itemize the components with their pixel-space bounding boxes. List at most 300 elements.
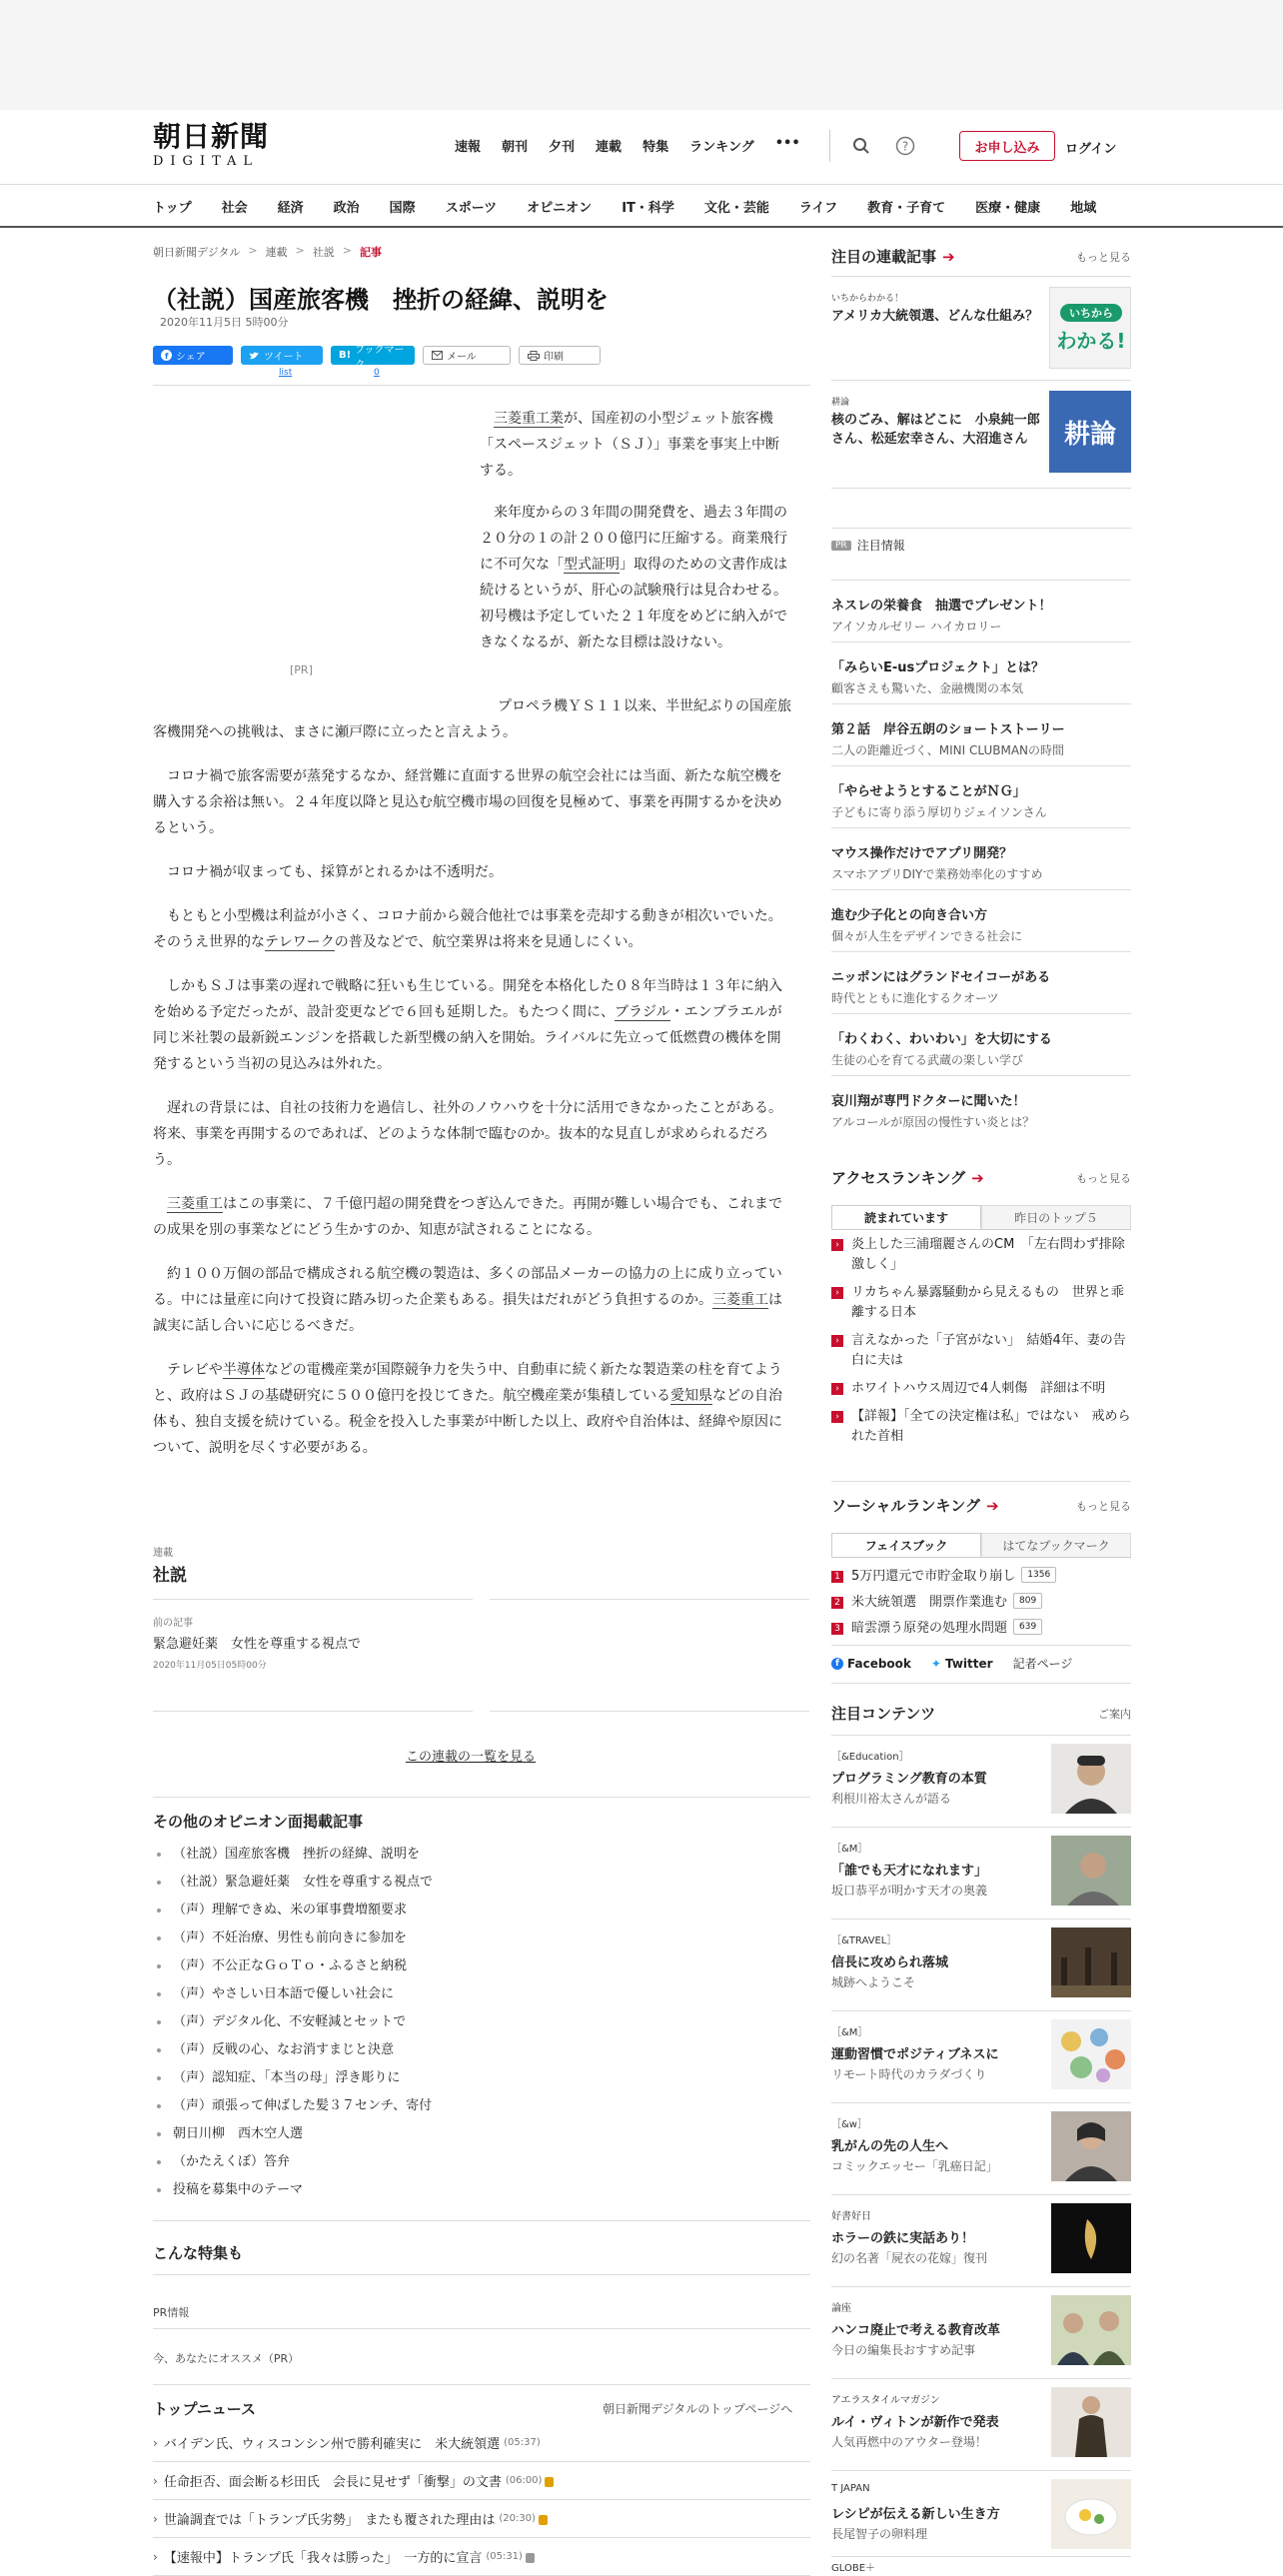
toplink-sokuho[interactable]: 速報 <box>455 140 482 155</box>
hatena-count[interactable]: 0 <box>374 368 380 378</box>
keyword-link[interactable]: 愛知県 <box>670 1388 712 1404</box>
arrow-right-icon: ➔ <box>971 1168 984 1187</box>
list-item[interactable]: （声）理解できぬ、米の軍事費増額要求 <box>157 1897 433 1925</box>
facebook-share-label: シェア <box>176 352 206 363</box>
subscribe-button[interactable]: お申し込み <box>959 131 1055 161</box>
paragraph-text: 」取得のための文書作成は続けるというが、肝心の試験飛行は見合わせる。初号機は予定していた２１年度をめどに納入ができなくなるが、新たな目標は設けない。 <box>480 557 787 650</box>
content-kicker: ［&M］ <box>831 1844 868 1855</box>
divider <box>153 2274 810 2275</box>
access-ranking-list <box>831 1235 1131 1447</box>
news-title: バイデン氏、ウィスコンシン州で勝利確実に 米大統領選 <box>163 2437 501 2452</box>
tab-hatena[interactable]: はてなブックマーク <box>981 1533 1131 1557</box>
cat-life[interactable]: ライフ <box>798 201 838 216</box>
crumb-shasetsu[interactable]: 社説 <box>312 246 335 259</box>
pr-ad-slot <box>153 400 453 679</box>
chevron-right-icon: › <box>831 1239 843 1251</box>
pr-heading: 注目情報 <box>856 539 905 553</box>
content-card[interactable] <box>831 1919 1131 2010</box>
pr-title: 進む少子化との向き合い方 <box>831 908 988 923</box>
help-icon[interactable] <box>893 134 917 158</box>
pr-title: ニッポンにはグランドセイコーがある <box>831 970 1051 985</box>
chevron-right-icon: › <box>831 1411 843 1423</box>
facebook-share-button[interactable] <box>153 346 233 365</box>
news-time: (06:00) <box>505 2475 543 2486</box>
content-kicker: ［&TRAVEL］ <box>831 1935 897 1946</box>
article-lead <box>480 406 787 671</box>
content-sub: 坂口恭平が明かす天才の奥義 <box>831 1884 988 1898</box>
pr-list <box>831 580 1131 1137</box>
rank-title: 【詳報】「全ての決定権は私」ではない 戒められた首相 <box>851 1409 1131 1444</box>
paragraph-text: はこの事業に、７千億円超の開発費をつぎ込んできた。再開が難しい場合でも、これまでの成果を別の事業などにどう生かすのか、知恵が試されることになる。 <box>153 1196 782 1238</box>
list-item[interactable]: 投稿を募集中のテーマ <box>157 2176 433 2204</box>
cat-education[interactable]: 教育・子育て <box>867 201 946 216</box>
pr-title: 「やらせようとすることがＮＧ」 <box>831 784 1026 799</box>
arrow-right-icon: ➔ <box>942 247 955 266</box>
lock-icon <box>545 2477 554 2487</box>
cat-region[interactable]: 地域 <box>1070 201 1097 216</box>
paragraph-text: プロペラ機ＹＳ１１以来、半世紀ぶりの国産旅客機開発への挑戦は、まさに瀬戸際に立ったと言えよう。 <box>153 698 791 740</box>
cat-society[interactable]: 社会 <box>221 201 248 216</box>
rensai-header <box>831 246 1131 267</box>
news-time: (05:31) <box>486 2551 523 2562</box>
content-sub: 長尾智子の卵料理 <box>831 2527 928 2541</box>
svg-text:いちから: いちから <box>1069 307 1113 320</box>
pr-sub: アルコールが原因の慢性すい炎とは？ <box>831 1115 1035 1129</box>
divider <box>153 2328 810 2329</box>
news-title: 任命拒否、面会断る杉田氏 会長に見せず「衝撃」の文書 <box>163 2475 502 2490</box>
paragraph-10 <box>153 1261 792 1339</box>
keyword-link[interactable]: ブラジル <box>615 1004 670 1020</box>
content-card[interactable] <box>831 1735 1131 1827</box>
prev-title[interactable]: 緊急避妊薬 女性を尊重する視点で <box>153 1637 362 1652</box>
list-item[interactable] <box>831 1075 1131 1137</box>
content-kicker: 論座 <box>831 2303 851 2314</box>
news-title: 世論調査では「トランプ氏劣勢」 またも覆された理由は <box>163 2513 496 2528</box>
tab-yesterday-top5[interactable]: 昨日のトップ５ <box>981 1205 1131 1229</box>
rensai-kicker: 耕論 <box>831 398 850 408</box>
divider <box>153 2220 810 2221</box>
svg-text:わかる!: わかる! <box>1056 329 1126 353</box>
lock-icon <box>526 2553 535 2563</box>
content-thumb <box>1051 2019 1131 2089</box>
print-icon <box>528 351 540 361</box>
list-item[interactable]: （声）やさしい日本語で優しい社会に <box>157 1980 433 2008</box>
pr-sub: 顧客さえも驚いた、金融機関の本気 <box>831 681 1024 695</box>
content-thumb <box>1051 1836 1131 1906</box>
paragraph-4: コロナ禍で旅客需要が蒸発するなか、経営難に直面する世界の航空会社には当面、新たな航空機を購入する余裕は無い。２４年度以降と見込む航空機市場の回復を見極めて、事業を再開するかを決めるという。 <box>153 768 782 836</box>
chevron-right-icon: › <box>153 2473 158 2488</box>
crumb-sep: > <box>248 244 258 257</box>
top-ad-band <box>0 0 1283 110</box>
chevron-right-icon: › <box>831 1287 843 1299</box>
rensai-more-link[interactable]: もっと見る <box>1076 250 1131 264</box>
share-count: 639 <box>1013 1619 1042 1635</box>
contents-header <box>831 1703 1131 1724</box>
toplink-tokushu[interactable]: 特集 <box>642 140 669 155</box>
tab-facebook[interactable]: フェイスブック <box>831 1533 981 1557</box>
paragraph-11 <box>153 1357 792 1461</box>
list-item[interactable] <box>153 2462 810 2500</box>
content-kicker: GLOBE＋ <box>831 2563 876 2574</box>
access-more-link[interactable]: もっと見る <box>1076 1171 1131 1185</box>
pr-sub: スマホアプリDIYで業務効率化のすすめ <box>831 867 1043 881</box>
more-menu-icon[interactable]: ••• <box>774 136 800 151</box>
toplink-rensai[interactable]: 連載 <box>596 140 623 155</box>
content-card[interactable] <box>831 2102 1131 2194</box>
chevron-right-icon: › <box>153 2511 158 2526</box>
content-title: ルイ・ヴィトンが新作で発表 <box>831 2415 999 2430</box>
rensai-thumb <box>1049 391 1131 473</box>
pr-tag: PR <box>831 541 851 551</box>
crumb-sep: > <box>342 244 352 257</box>
share-bar <box>153 344 601 371</box>
twitter-link-label: Twitter <box>944 1656 993 1671</box>
paragraph-text: ・エンブラエルが同じ米社製の最新鋭エンジンを搭載した新型機の納入を開始。ライバルに先立って低燃費の機体を開発するという当初の見込みは外れた。 <box>153 1004 782 1072</box>
list-item[interactable] <box>831 1567 1131 1587</box>
rensai-heading: 注目の連載記事 <box>831 248 937 266</box>
logo-sub: DIGITAL <box>153 154 260 169</box>
pr-sub: 時代とともに進化するクオーツ <box>831 991 999 1005</box>
paragraph-text: の普及などで、航空業界は将来を見通しにくい。 <box>334 934 642 950</box>
list-item[interactable] <box>831 642 1131 703</box>
paragraph-text: が、国産初の小型ジェット旅客機「スペースジェット（ＳＪ）」事業を事実上中断する。 <box>480 411 780 479</box>
rensai-item[interactable] <box>831 276 1131 380</box>
paragraph-1 <box>480 406 787 484</box>
paragraph-text: しかもＳＪは事業の遅れで戦略に狂いも生じている。開発を本格化した０８年当時は１３年に納入を始める予定だったが、設計変更などで６回も延期した。もたつく間に、 <box>153 978 782 1020</box>
content-thumb <box>1051 2295 1131 2365</box>
content-title: 乳がんの先の人生へ <box>831 2139 949 2154</box>
divider <box>490 1711 809 1712</box>
twitter-icon: ✦ <box>930 1656 941 1671</box>
content-title: 信長に攻められ落城 <box>831 1955 949 1970</box>
list-item[interactable] <box>153 2500 810 2538</box>
access-title <box>831 1167 984 1188</box>
contents-heading: 注目コンテンツ <box>831 1705 936 1723</box>
facebook-icon: f <box>831 1658 843 1670</box>
rensai-item[interactable] <box>831 380 1131 484</box>
keyword-link[interactable]: 半導体 <box>222 1362 265 1378</box>
twitter-share-button[interactable] <box>241 346 323 365</box>
divider <box>831 488 1131 489</box>
list-item[interactable] <box>831 1283 1131 1323</box>
list-item[interactable]: （声）不公正なＧｏＴｏ・ふるさと納税 <box>157 1952 433 1980</box>
access-tabs <box>831 1205 1131 1230</box>
list-item[interactable] <box>831 765 1131 827</box>
keyword-link[interactable]: 型式証明 <box>564 557 620 573</box>
divider <box>153 1711 473 1712</box>
list-item[interactable]: 朝日川柳 西木空人選 <box>157 2120 433 2148</box>
content-sub: コミックエッセー「乳癌日記」 <box>831 2159 998 2173</box>
content-sub: 城跡へようこそ <box>831 1975 916 1989</box>
social-ranking-list <box>831 1567 1131 1639</box>
chevron-right-icon: › <box>153 2549 158 2564</box>
series-name[interactable]: 社説 <box>153 1566 187 1586</box>
rank-title: 暗雲漂う原発の処理水問題 <box>851 1621 1008 1636</box>
content-kicker: 好書好日 <box>831 2211 871 2222</box>
rensai-headline: アメリカ大統領選、どんな仕組み？ <box>831 309 1039 324</box>
mail-icon <box>432 351 443 360</box>
pr-section-header <box>831 537 905 554</box>
prev-article[interactable] <box>153 1599 473 1671</box>
cat-economy[interactable]: 経済 <box>277 201 304 216</box>
divider <box>153 385 810 386</box>
login-link[interactable]: ログイン <box>1065 142 1117 157</box>
rensai-kicker: いちからわかる！ <box>831 294 904 304</box>
hatena-share-label: ブックマーク <box>355 344 405 371</box>
content-kicker: ［&M］ <box>831 2027 868 2038</box>
toplink-ranking[interactable]: ランキング <box>689 140 754 155</box>
article-title: （社説）国産旅客機 挫折の経緯、説明を <box>153 286 609 314</box>
content-thumb <box>1051 2479 1131 2549</box>
content-kicker: ［&w］ <box>831 2119 867 2130</box>
cat-culture[interactable]: 文化・芸能 <box>703 201 769 216</box>
opinion-heading: その他のオピニオン面掲載記事 <box>153 1813 364 1831</box>
article-body-main <box>153 693 792 1479</box>
breadcrumb <box>153 244 382 260</box>
content-kicker: アエラスタイルマガジン <box>831 2395 940 2406</box>
twitter-link[interactable] <box>931 1655 993 1672</box>
reporter-page-link[interactable]: 記者ページ <box>1012 1657 1073 1671</box>
chevron-right-icon: › <box>831 1383 843 1395</box>
tab-most-read[interactable]: 読まれています <box>831 1205 981 1229</box>
list-item[interactable] <box>831 1593 1131 1613</box>
pr-title: 哀川翔が専門ドクターに聞いた！ <box>831 1094 1026 1109</box>
paragraph-5: コロナ禍が収まっても、採算がとれるかは不透明だ。 <box>167 864 503 880</box>
paragraph-text: 約１００万個の部品で構成される航空機の製造は、多くの部品メーカーの協力の上に成り立っている。中には量産に向けて投資に踏み切った企業もある。損失はだれがどう負担するのか。 <box>153 1266 782 1308</box>
share-count: 809 <box>1013 1593 1042 1609</box>
content-thumb <box>1051 1744 1131 1814</box>
pr-title: マウス操作だけでアプリ開発？ <box>831 846 1013 861</box>
content-thumb <box>1051 2387 1131 2457</box>
series-list-link[interactable]: この連載の一覧を見る <box>406 1750 537 1765</box>
content-sub: 幻の名著「屍衣の花嫁」復刊 <box>831 2251 988 2265</box>
list-item[interactable]: （社説）国産旅客機 挫折の経緯、説明を <box>157 1841 433 1869</box>
keyword-link[interactable]: 三菱重工 <box>167 1196 223 1212</box>
paragraph-6 <box>153 903 792 955</box>
content-title: ハンコ廃止で考える教育改革 <box>831 2323 1001 2338</box>
rank-number: 1 <box>831 1571 843 1583</box>
contents-more-link[interactable]: ご案内 <box>1098 1707 1131 1721</box>
mail-share-button[interactable] <box>423 346 511 365</box>
social-more-link[interactable]: もっと見る <box>1076 1499 1131 1513</box>
access-ranking-header <box>831 1167 1131 1188</box>
divider <box>831 1683 1131 1684</box>
content-title: ホラーの鉄に実話あり！ <box>831 2231 975 2246</box>
list-item[interactable] <box>831 951 1131 1013</box>
content-card[interactable] <box>831 2194 1131 2286</box>
content-sub: 今日の編集長おすすめ記事 <box>831 2343 976 2357</box>
paragraph-7 <box>153 973 792 1077</box>
recommend-label: 今、あなたにオススメ（PR） <box>153 2352 300 2365</box>
crumb-sep: > <box>295 244 305 257</box>
list-item[interactable] <box>153 2538 810 2576</box>
list-item[interactable] <box>831 827 1131 889</box>
svg-text:耕論: 耕論 <box>1063 420 1117 450</box>
divider <box>831 1645 1131 1646</box>
toplink-choukan[interactable]: 朝刊 <box>502 140 529 155</box>
rank-title: リカちゃん暴露騒動から見えるもの 世界と乖離する日本 <box>851 1285 1124 1320</box>
series-info <box>153 1544 810 1586</box>
mail-share-label: メール <box>447 352 477 363</box>
content-card[interactable] <box>831 2010 1131 2102</box>
content-title: 運動習慣でポジティブネスに <box>831 2047 999 2062</box>
rensai-thumb <box>1049 287 1131 369</box>
facebook-link-label: Facebook <box>847 1656 911 1671</box>
rank-number: 2 <box>831 1597 843 1609</box>
lock-icon <box>539 2515 548 2525</box>
pr-sub: 個々が人生をデザインできる社会に <box>831 929 1023 943</box>
paragraph-text: は誠実に話し合いに応じるべきだ。 <box>153 1292 782 1334</box>
divider <box>831 1481 1131 1482</box>
pr-title: 第２話 岸谷五朗のショートストーリー <box>831 722 1065 737</box>
content-thumb <box>1051 1928 1131 1997</box>
top-links <box>455 136 821 155</box>
cat-health[interactable]: 医療・健康 <box>975 201 1041 216</box>
list-item[interactable]: （声）デジタル化、不安軽減とセットで <box>157 2008 433 2036</box>
pr-sub: 二人の距離近づく、MINI CLUBMANの時間 <box>831 743 1065 757</box>
content-thumb <box>1051 2111 1131 2181</box>
top-news-list <box>153 2424 810 2576</box>
print-button[interactable] <box>519 346 601 365</box>
social-links <box>831 1655 1072 1672</box>
hatena-bookmark-button[interactable] <box>331 344 415 371</box>
list-item[interactable] <box>153 2424 810 2462</box>
paragraph-8: 遅れの背景には、自社の技術力を過信し、社外のノウハウを十分に活用できなかったことがある。将来、事業を再開するのであれば、どのような体制で臨むのか。抜本的な見直しが求められるだろう。 <box>153 1100 782 1168</box>
paragraph-3 <box>153 693 792 745</box>
crumb-current: 記事 <box>360 246 382 259</box>
opinion-list <box>157 1841 433 2204</box>
list-item[interactable]: （かたえくぼ）答弁 <box>157 2148 433 2176</box>
crumb-home[interactable]: 朝日新聞デジタル <box>153 246 241 259</box>
list-item[interactable] <box>831 1331 1131 1371</box>
list-item[interactable] <box>831 1013 1131 1075</box>
divider <box>153 2384 810 2385</box>
top-news-heading: トップニュース <box>153 2400 257 2418</box>
keyword-link[interactable]: 三菱重工業 <box>494 411 564 427</box>
pr-info: PR情報 <box>153 2306 190 2319</box>
rank-title: 5万円還元で市貯金取り崩し <box>851 1569 1016 1584</box>
divider <box>831 528 1131 529</box>
list-item[interactable]: （声）反戦の心、なお消すまじと決意 <box>157 2036 433 2064</box>
cat-opinion[interactable]: オピニオン <box>527 201 593 216</box>
hatena-icon: B! <box>339 350 352 361</box>
cat-top[interactable]: トップ <box>153 201 192 216</box>
crumb-rensai[interactable]: 連載 <box>265 246 288 259</box>
feature-heading: こんな特集も <box>153 2244 244 2262</box>
list-item[interactable]: （声）不妊治療、男性も前向きに参加を <box>157 1925 433 1952</box>
list-item[interactable]: （声）認知症、「本当の母」浮き彫りに <box>157 2064 433 2092</box>
content-sub: 利根川裕太さんが語る <box>831 1792 952 1806</box>
social-title <box>831 1495 999 1516</box>
list-item[interactable] <box>831 1235 1131 1275</box>
rank-title: 炎上した三浦瑠麗さんのCM 「左右問わず排除激しく」 <box>851 1237 1125 1272</box>
pr-title: 「みらいE-usプロジェクト」とは？ <box>831 660 1045 675</box>
chevron-right-icon: › <box>831 1335 843 1347</box>
content-sub: リモート時代のカラダづくり <box>831 2067 987 2081</box>
keyword-link[interactable]: テレワーク <box>265 934 335 950</box>
content-thumb <box>1051 2203 1131 2273</box>
chevron-right-icon: › <box>153 2435 158 2450</box>
toplink-yukan[interactable]: 夕刊 <box>549 140 576 155</box>
top-page-link[interactable]: 朝日新聞デジタルのトップページへ <box>603 2402 793 2416</box>
site-logo[interactable] <box>153 122 283 170</box>
content-title: 「誰でも天才になれます」 <box>831 1864 988 1879</box>
logo-main: 朝日新聞 <box>153 120 270 153</box>
content-card[interactable] <box>831 2470 1131 2562</box>
print-label: 印刷 <box>544 352 564 363</box>
cat-sports[interactable]: スポーツ <box>445 201 498 216</box>
tweet-count[interactable]: list <box>279 368 293 378</box>
divider <box>153 1797 810 1798</box>
next-article-slot <box>490 1599 809 1600</box>
twitter-share-label: ツイート <box>264 352 304 363</box>
pr-sub: 子どもに寄り添う厚切りジェイソンさん <box>831 805 1047 819</box>
social-tabs <box>831 1533 1131 1558</box>
rank-title: 言えなかった「子宮がない」 結婚4年、妻の告白に夫は <box>851 1333 1126 1368</box>
list-item[interactable] <box>831 889 1131 951</box>
cat-it-science[interactable]: IT・科学 <box>622 201 674 216</box>
paragraph-2 <box>480 500 787 655</box>
news-time: (05:37) <box>504 2437 541 2448</box>
list-item[interactable] <box>831 1407 1131 1447</box>
content-card[interactable] <box>831 2378 1131 2470</box>
pr-title: ネスレの栄養食 抽選でプレゼント！ <box>831 599 1052 614</box>
pr-title: 「わくわく、わいわい」を大切にする <box>831 1032 1052 1047</box>
content-kicker: T JAPAN <box>831 2483 870 2494</box>
content-sub: 人気再燃中のアウター登場！ <box>831 2435 987 2449</box>
header-divider <box>829 130 830 162</box>
list-item[interactable] <box>831 1619 1131 1639</box>
content-title: レシピが伝える新しい生き方 <box>831 2507 1000 2522</box>
pr-sub: アイソカルゼリー ハイカロリー <box>831 620 1002 634</box>
content-title: プログラミング教育の本質 <box>831 1772 987 1787</box>
social-heading: ソーシャルランキング <box>831 1497 980 1515</box>
content-kicker: ［&Education］ <box>831 1752 909 1763</box>
paragraph-text: 来年度からの３年間の開発費を、過去３年間の２０分の１の計２００億円に圧縮する。商業飛行に不可欠な「 <box>480 505 787 573</box>
paragraph-text: テレビや <box>167 1362 223 1378</box>
rank-title: ホワイトハウス周辺で4人刺傷 詳細は不明 <box>851 1381 1106 1396</box>
rank-title: 米大統領選 開票作業進む <box>851 1595 1008 1610</box>
paragraph-text: などの電機産業が国際競争力を失う中、自動車に続く新たな製造業の柱を育てようと、政府はＳＪの基礎研究に５００億円を投じてきた。航空機産業が集積している <box>153 1362 782 1404</box>
search-icon[interactable] <box>849 134 873 158</box>
cat-politics[interactable]: 政治 <box>333 201 360 216</box>
list-item[interactable]: （社説）緊急避妊薬 女性を尊重する視点で <box>157 1869 433 1897</box>
content-card[interactable] <box>831 1827 1131 1919</box>
social-ranking-header <box>831 1495 1131 1516</box>
twitter-icon <box>249 351 260 361</box>
pr-label: [PR] <box>290 663 313 676</box>
list-item[interactable] <box>831 703 1131 765</box>
svg-text:f: f <box>165 352 169 361</box>
list-item[interactable] <box>831 1379 1131 1399</box>
access-heading: アクセスランキング <box>831 1169 966 1187</box>
news-time: (20:30) <box>499 2513 536 2524</box>
list-item[interactable]: （声）頑張って伸ばした髪３７センチ、寄付 <box>157 2092 433 2120</box>
list-item[interactable] <box>831 580 1131 642</box>
share-count: 1356 <box>1021 1567 1056 1583</box>
content-card[interactable] <box>831 2556 1131 2574</box>
news-title: 【速報中】トランプ氏「我々は勝った」 一方的に宣言 <box>163 2551 483 2566</box>
paragraph-9 <box>153 1191 792 1243</box>
arrow-right-icon: ➔ <box>985 1496 999 1515</box>
facebook-icon <box>161 350 172 361</box>
rensai-headline: 核のごみ、解はどこに 小泉純一郎さん、松延宏幸さん、大沼進さん <box>831 413 1040 447</box>
keyword-link[interactable]: 三菱重工 <box>712 1292 768 1308</box>
facebook-link[interactable] <box>831 1655 911 1672</box>
content-card[interactable] <box>831 2286 1131 2378</box>
paragraph-text: などの自治体も、独自支援を続けている。税金を投入した事業が中断した以上、政府や自治体は、経緯や原因について、説明を尽くす必要がある。 <box>153 1388 782 1456</box>
cat-international[interactable]: 国際 <box>389 201 416 216</box>
